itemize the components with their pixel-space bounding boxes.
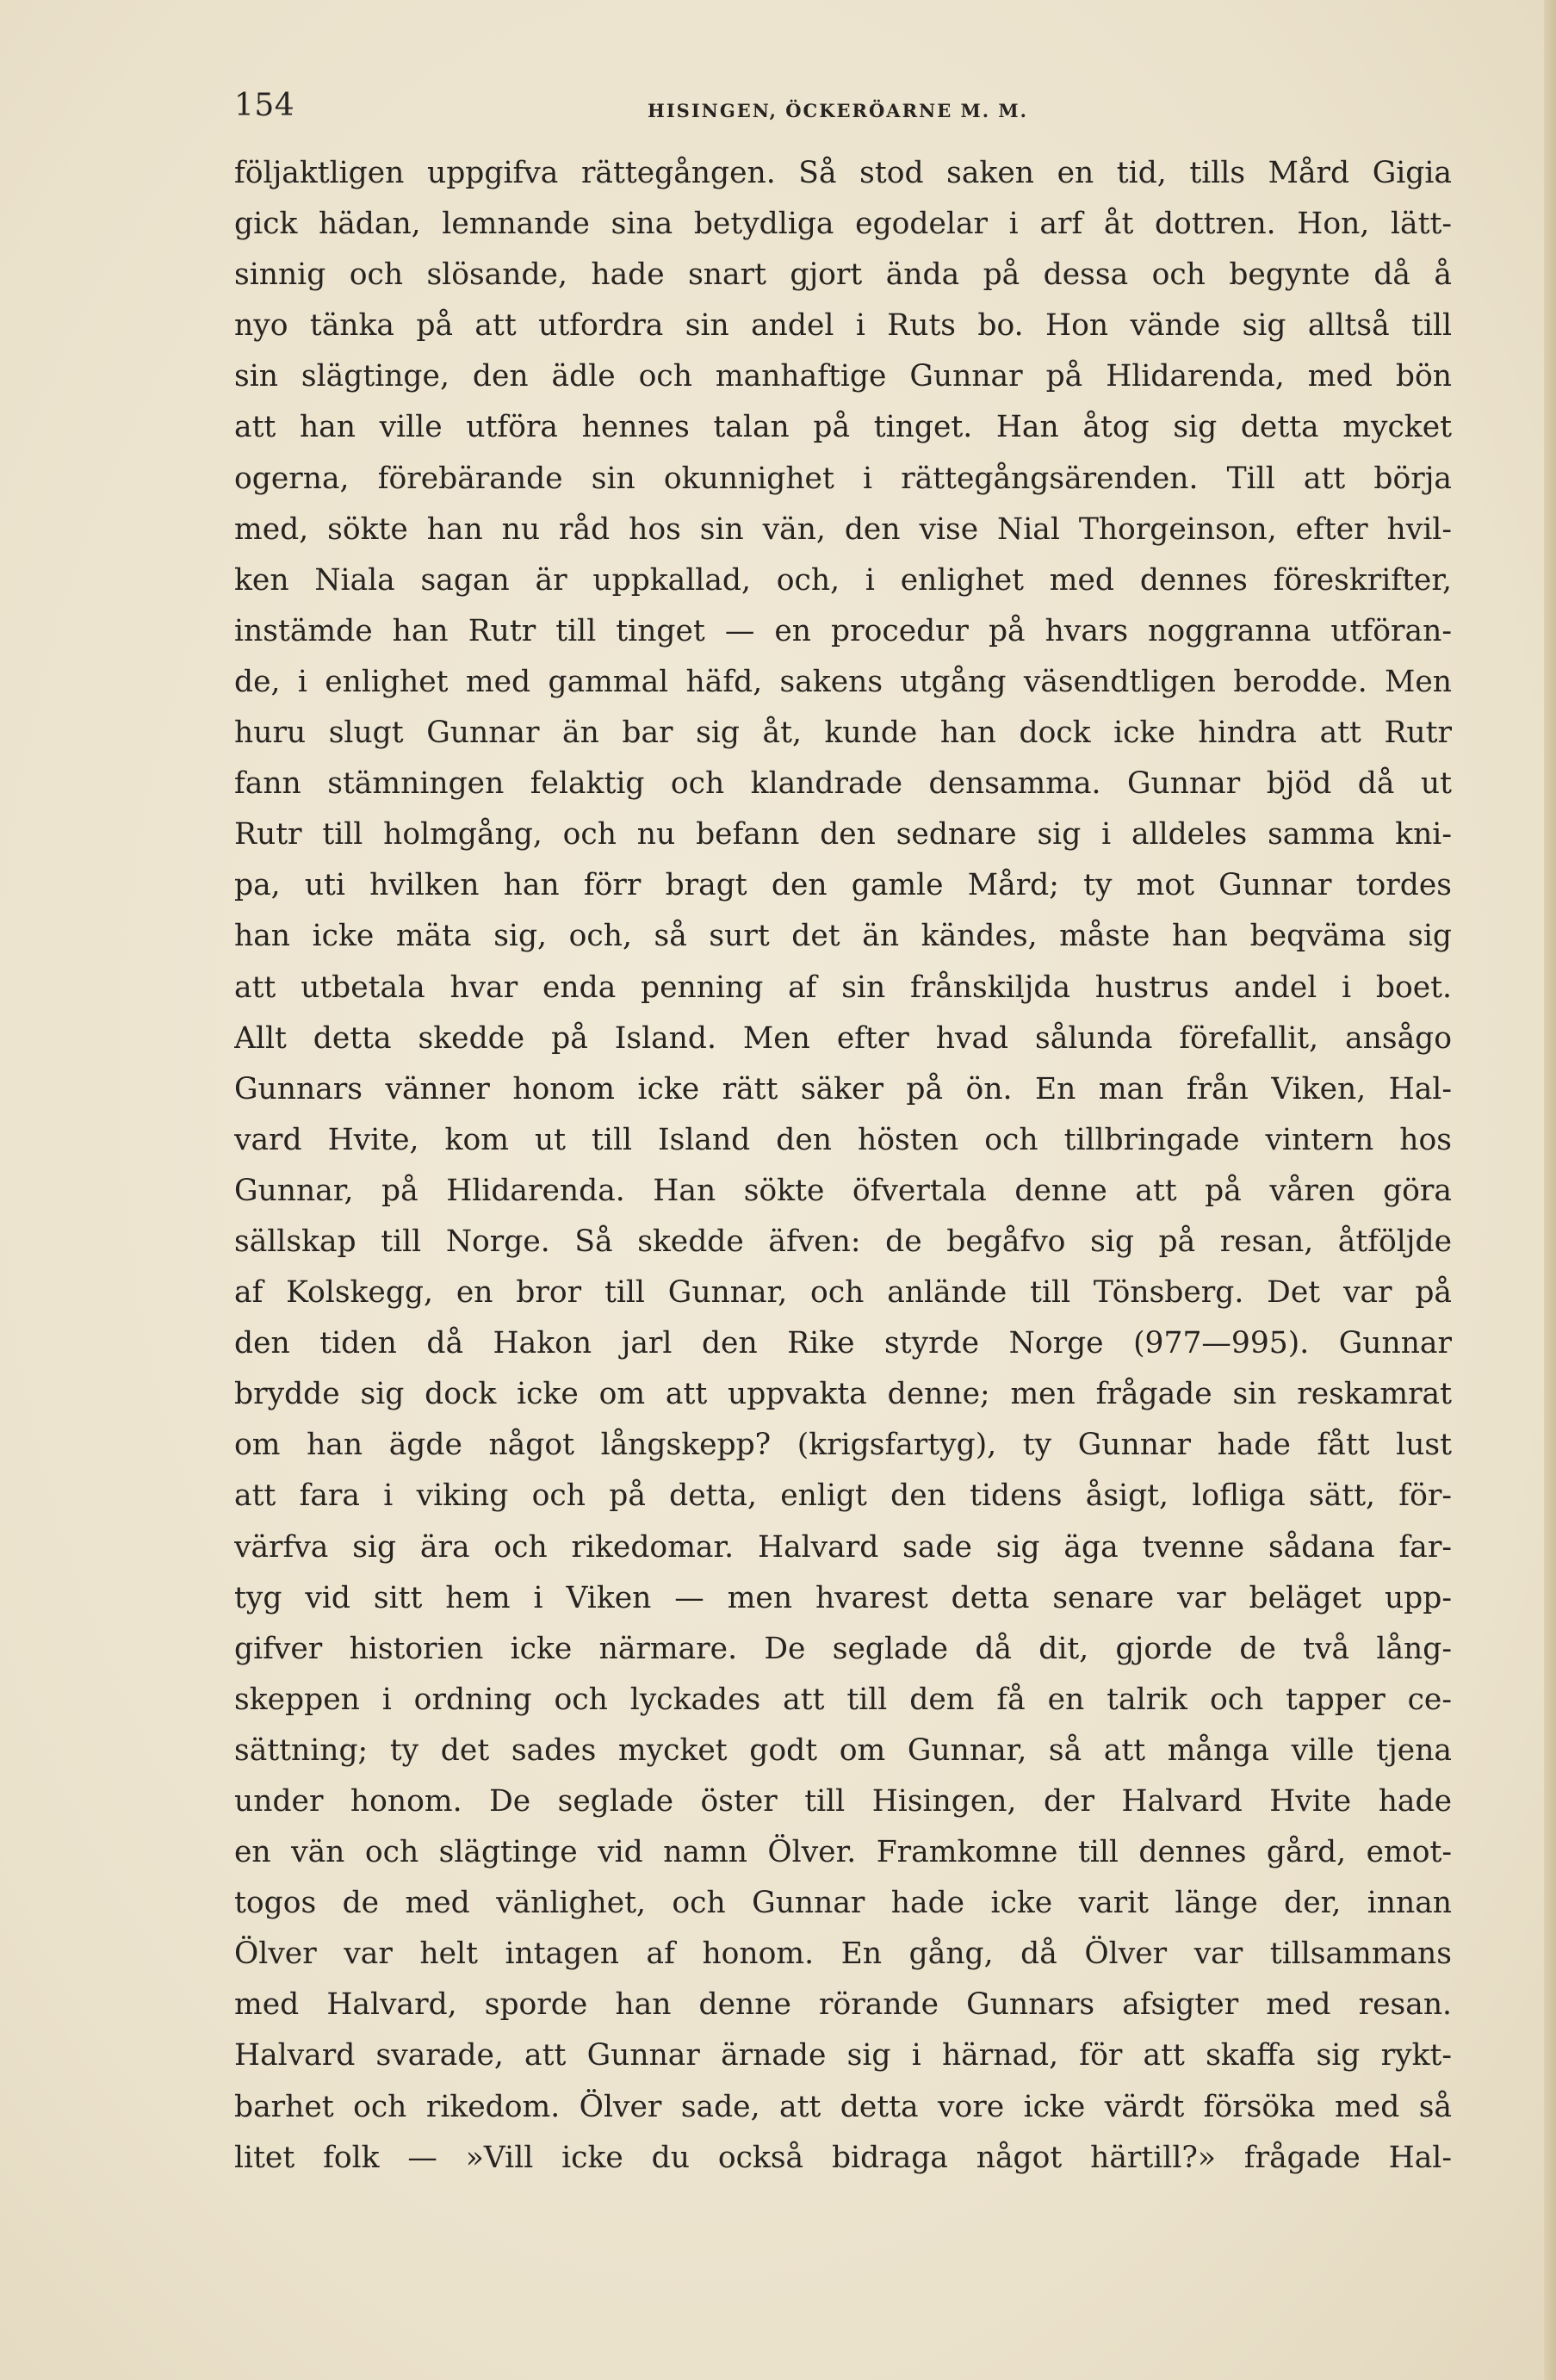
running-head: HISINGEN, ÖCKERÖARNE M. M. — [648, 100, 1028, 121]
text-line: ken Niala sagan är uppkallad, och, i enlighet med dennes föreskrifter, — [234, 562, 1452, 598]
text-line: Gunnar, på Hlidarenda. Han sökte öfvertala denne att på våren göra — [234, 1173, 1452, 1208]
text-line: sällskap till Norge. Så skedde äfven: de begåfvo sig på resan, åtföljde — [234, 1224, 1452, 1259]
text-line: Rutr till holmgång, och nu befann den sednare sig i alldeles samma kni- — [234, 817, 1452, 852]
text-line: huru slugt Gunnar än bar sig åt, kunde han dock icke hindra att Rutr — [234, 716, 1452, 751]
text-line: barhet och rikedom. Ölver sade, att detta vore icke värdt försöka med så — [234, 2089, 1452, 2124]
text-line: Gunnars vänner honom icke rätt säker på ön. En man från Viken, Hal- — [234, 1071, 1452, 1106]
text-line: Halvard svarade, att Gunnar ärnade sig i härnad, för att skaffa sig rykt- — [234, 2038, 1452, 2073]
text-line: de, i enlighet med gammal häfd, sakens utgång väsendtligen berodde. Men — [234, 664, 1452, 699]
text-line: skeppen i ordning och lyckades att till dem få en talrik och tapper ce- — [234, 1682, 1452, 1717]
text-line: att utbetala hvar enda penning af sin frånskiljda hustrus andel i boet. — [234, 970, 1452, 1005]
text-line: med, sökte han nu råd hos sin vän, den vise Nial Thorgeinson, efter hvil- — [234, 511, 1452, 547]
text-line: med Halvard, sporde han denne rörande Gunnars afsigter med resan. — [234, 1987, 1452, 2023]
text-line: nyo tänka på att utfordra sin andel i Ruts bo. Hon vände sig alltså till — [234, 308, 1452, 344]
text-line: tyg vid sitt hem i Viken — men hvarest detta senare var beläget upp- — [234, 1580, 1452, 1615]
text-line: fann stämningen felaktig och klandrade densamma. Gunnar bjöd då ut — [234, 766, 1452, 802]
text-line: togos de med vänlighet, och Gunnar hade icke varit länge der, innan — [234, 1886, 1452, 1921]
text-line: sin slägtinge, den ädle och manhaftige Gunnar på Hlidarenda, med bön — [234, 359, 1452, 394]
text-line: den tiden då Hakon jarl den Rike styrde Norge (977—995). Gunnar — [234, 1326, 1452, 1361]
body-text — [234, 148, 1452, 2184]
text-line: Allt detta skedde på Island. Men efter hvad sålunda förefallit, ansågo — [234, 1020, 1452, 1056]
text-line: ogerna, förebärande sin okunnighet i rättegångsärenden. Till att börja — [234, 461, 1452, 496]
text-line: brydde sig dock icke om att uppvakta denne; men frågade sin reskamrat — [234, 1377, 1452, 1412]
text-line: om han ägde något långskepp? (krigsfartyg), ty Gunnar hade fått lust — [234, 1428, 1452, 1463]
text-line: sinnig och slösande, hade snart gjort ända på dessa och begynte då å — [234, 257, 1452, 293]
text-line: under honom. De seglade öster till Hisingen, der Halvard Hvite hade — [234, 1784, 1452, 1819]
text-line: Ölver var helt intagen af honom. En gång, då Ölver var tillsammans — [234, 1937, 1452, 1972]
text-line: sättning; ty det sades mycket godt om Gunnar, så att många ville tjena — [234, 1732, 1452, 1768]
text-line: gick hädan, lemnande sina betydliga egodelar i arf åt dottren. Hon, lätt- — [234, 207, 1452, 242]
page-number: 154 — [234, 88, 295, 123]
text-line: att han ville utföra hennes talan på tinget. Han åtog sig detta mycket — [234, 410, 1452, 445]
text-line: pa, uti hvilken han förr bragt den gamle Mård; ty mot Gunnar tordes — [234, 868, 1452, 903]
text-line: vard Hvite, kom ut till Island den hösten och tillbringade vintern hos — [234, 1122, 1452, 1157]
page-edge — [1544, 0, 1556, 2380]
text-line: gifver historien icke närmare. De seglade då dit, gjorde de två lång- — [234, 1631, 1452, 1666]
page-header — [234, 88, 1457, 139]
text-line: följaktligen uppgifva rättegången. Så stod saken en tid, tills Mård Gigia — [234, 156, 1452, 190]
text-line: värfva sig ära och rikedomar. Halvard sade sig äga tvenne sådana far- — [234, 1529, 1452, 1565]
text-line: att fara i viking och på detta, enligt den tidens åsigt, lofliga sätt, för- — [234, 1478, 1452, 1514]
text-line: instämde han Rutr till tinget — en procedur på hvars noggranna utföran- — [234, 613, 1452, 648]
text-line: litet folk — »Vill icke du också bidraga något härtill?» frågade Hal- — [234, 2140, 1452, 2175]
text-line: af Kolskegg, en bror till Gunnar, och anlände till Tönsberg. Det var på — [234, 1275, 1452, 1311]
text-line: han icke mäta sig, och, så surt det än kändes, måste han beqväma sig — [234, 919, 1452, 954]
text-line: en vän och slägtinge vid namn Ölver. Framkomne till dennes gård, emot- — [234, 1835, 1452, 1870]
